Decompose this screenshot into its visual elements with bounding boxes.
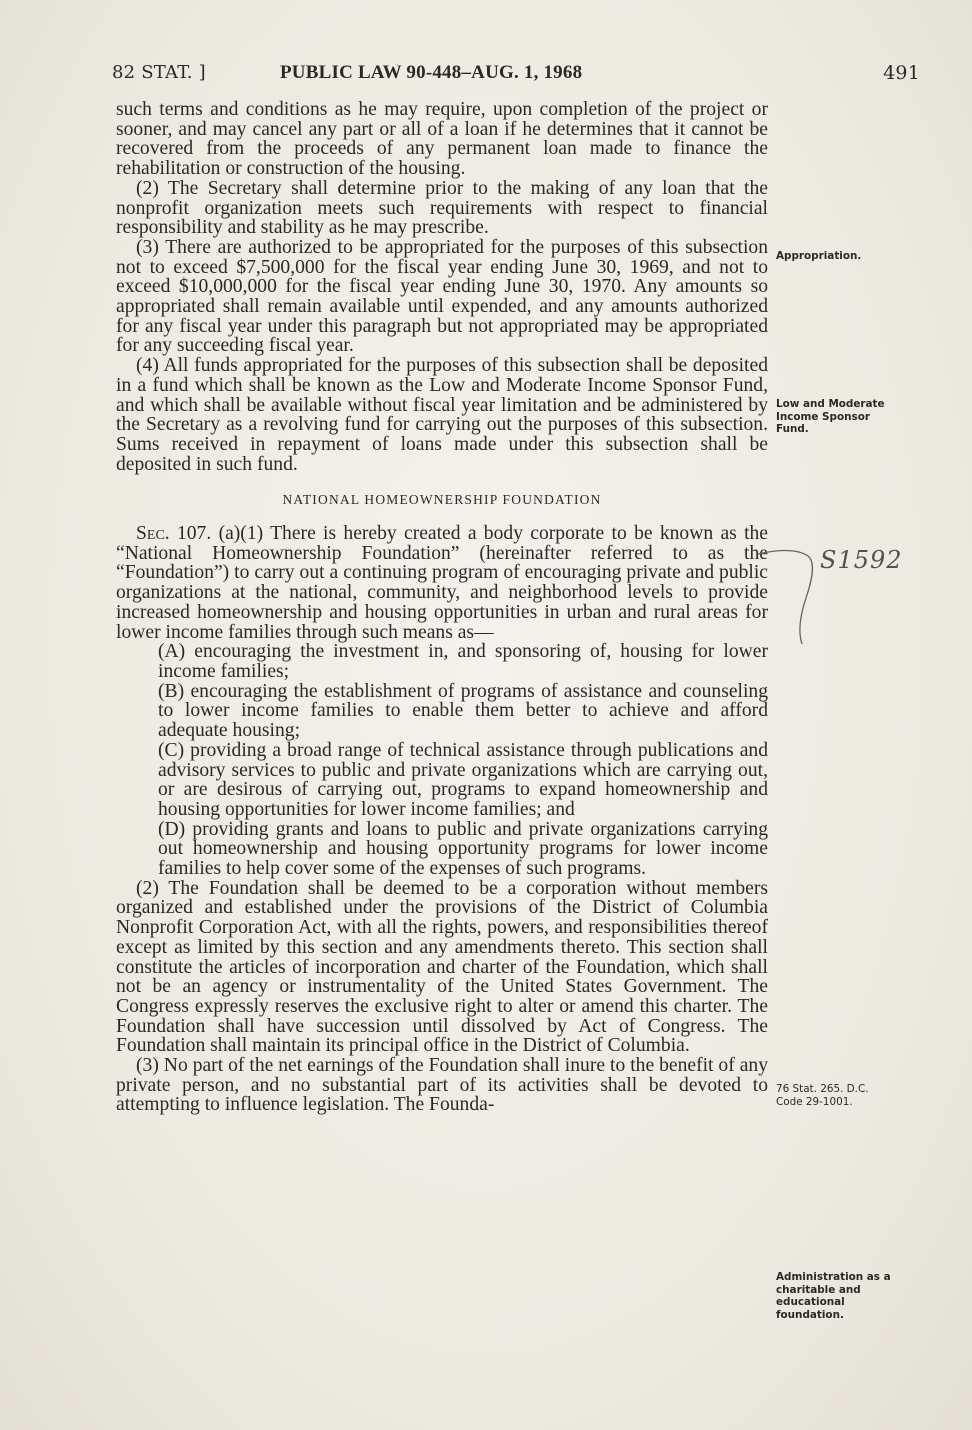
- section-107-a2: (2) The Foundation shall be deemed to be a corporation without members organized and established under the provisions of the District of Columbia Nonprofit Corporation Act, with all the rights, powers, and responsibilities thereof except as limited by this section and any amendments thereto. This section shall constitute the articles of incorporation and charter of the Foundation, which shall not be an agency or instrumentality of the United States Government. The Congress expressly reserves the exclusive right to alter or amend this charter. The Foundation shall have succession until dissolved by Act of Congress. The Foundation shall maintain its principal office in the District of Columbia.: [116, 877, 768, 1057]
- paragraph-3: (3) There are authorized to be appropriated for the purposes of this subsection not to exceed $7,500,000 for the fiscal year ending June 30, 1969, and not to exceed $10,000,000 for the fiscal year ending June 30, 1970. Any amounts so appropriated shall remain available until expended, and any amounts authorized for any fiscal year under this paragraph but not appropriated may be appropriated for any succeeding fiscal year.: [116, 236, 768, 357]
- main-text-column: [116, 100, 768, 1115]
- paragraph-2: (2) The Secretary shall determine prior to the making of any loan that the nonprofit organization meets such requirements with respect to financial responsibility and stability as he may prescribe.: [116, 177, 768, 239]
- stat-reference: 82 STAT. ]: [112, 62, 206, 83]
- section-107-a1: [116, 524, 768, 642]
- paragraph-continuation: such terms and conditions as he may require, upon completion of the project or sooner, and may cancel any part or all of a loan if he determines that it cannot be recovered from the proceeds of any permanent loan made to finance the rehabilitation or construction of the housing.: [116, 99, 768, 180]
- section-107-a1-text: (a)(1) There is hereby created a body corporate to be known as the “National Homeownership Foundation” (hereinafter referred to as the “Foundation”) to carry out a continuing program of encouraging private and public organizations at the national, community, and neighborhood levels to provide increased homeownership and housing opportunities in urban and rural areas for lower income families through such means as—: [116, 523, 769, 643]
- margin-note-administration: Administration as a charitable and educational foundation.: [776, 1271, 891, 1321]
- margin-note-stat-reference: 76 Stat. 265. D.C. Code 29-1001.: [776, 1083, 869, 1108]
- clause-d: (D) providing grants and loans to public and private organizations carrying out homeownership and housing opportunity programs for lower income families to help cover some of the expenses of such programs.: [158, 818, 768, 880]
- section-heading: NATIONAL HOMEOWNERSHIP FOUNDATION: [282, 492, 602, 508]
- clause-b: (B) encouraging the establishment of programs of assistance and counseling to lower income families to enable them better to achieve and afford adequate housing;: [158, 680, 768, 742]
- handwritten-annotation: S1592: [820, 546, 903, 574]
- paragraph-4: (4) All funds appropriated for the purposes of this subsection shall be deposited in a fund which shall be known as the Low and Moderate Income Sponsor Fund, and which shall be available without fiscal year limitation and be administered by the Secretary as a revolving fund for carrying out the purposes of this subsection. Sums received in repayment of loans made under this subsection shall be deposited in such fund.: [116, 355, 768, 475]
- running-title: PUBLIC LAW 90-448–AUG. 1, 1968: [280, 62, 583, 83]
- section-107-a3: (3) No part of the net earnings of the Foundation shall inure to the benefit of any private person, and no substantial part of its activities shall be devoted to attempting to influence legislation. The Founda-: [116, 1055, 768, 1116]
- margin-note-sponsor-fund: Low and Moderate Income Sponsor Fund.: [776, 398, 885, 436]
- clause-a: (A) encouraging the investment in, and sponsoring of, housing for lower income families;: [158, 641, 768, 682]
- margin-note-appropriation: Appropriation.: [776, 250, 862, 262]
- page-header: [112, 58, 920, 88]
- handwritten-bracket-mark: [756, 540, 826, 650]
- section-label: Sec. 107.: [136, 523, 212, 545]
- page-number: 491: [883, 62, 920, 84]
- clause-c: (C) providing a broad range of technical assistance through publications and advisory services to public and private organizations which are carrying out, or are desirous of carrying out, programs to expand homeownership and housing opportunities for lower income families; and: [158, 739, 768, 820]
